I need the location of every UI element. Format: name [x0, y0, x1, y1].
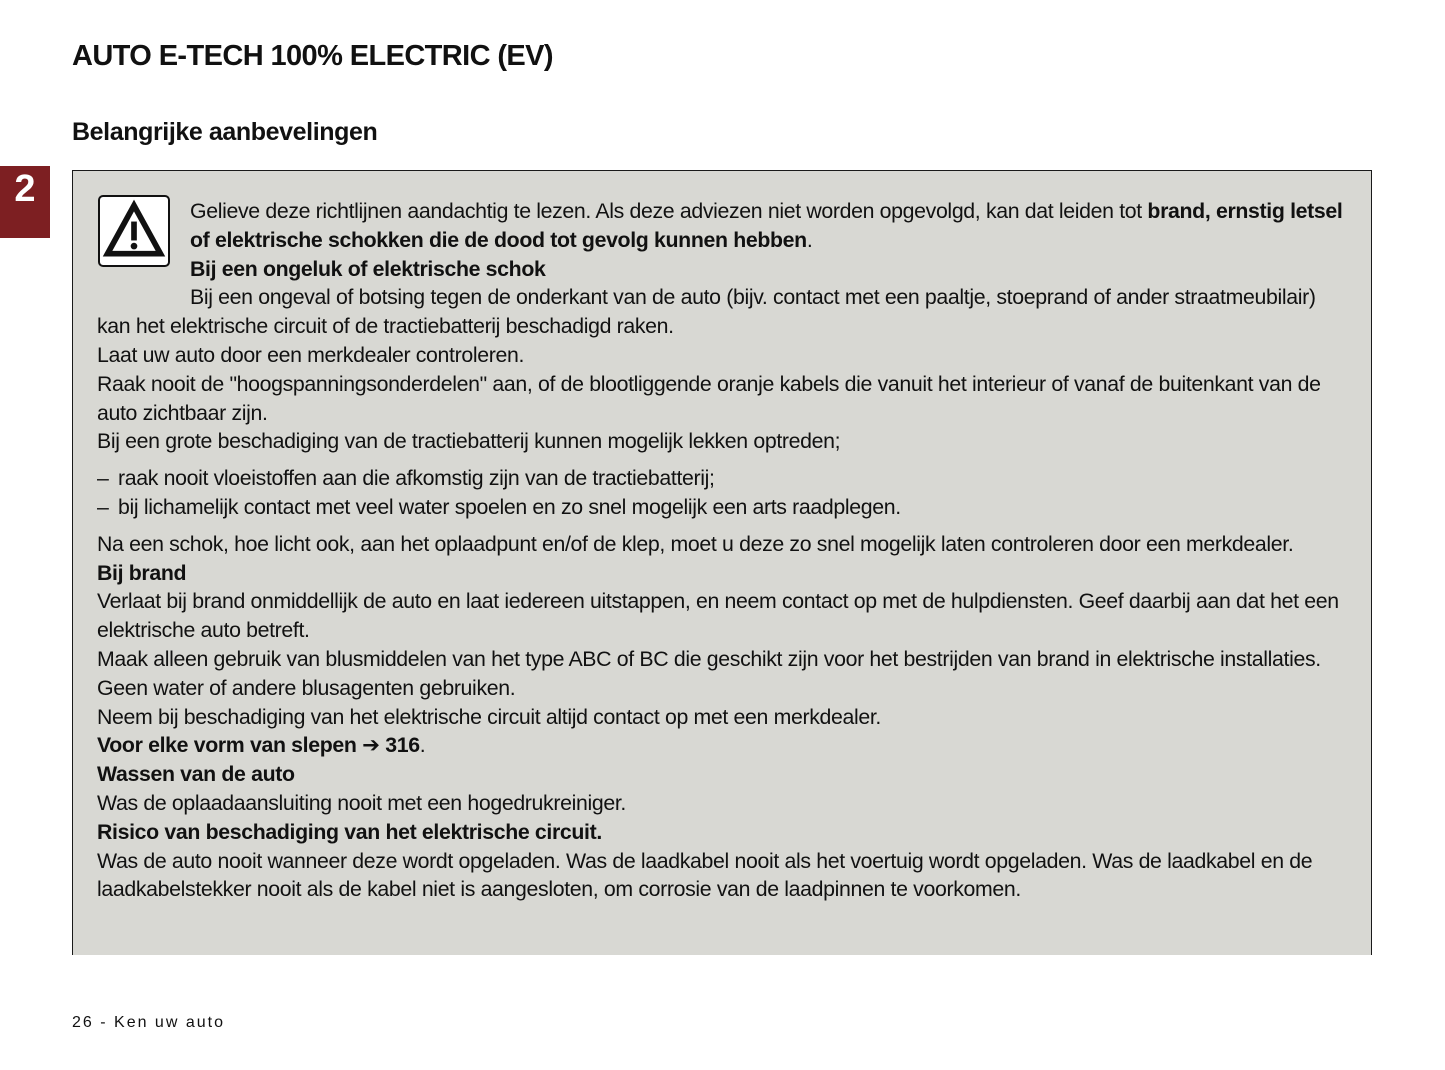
washing-text: Was de oplaadaansluiting nooit met een hogedrukreiniger.: [97, 790, 626, 815]
washing-heading: Wassen van de auto: [97, 762, 295, 787]
fire-text-1: Verlaat bij brand onmiddellijk de auto en laat iedereen uitstappen, en neem contact op met de hulpdiensten. Geef daarbij aan dat het een elektrische auto betreft.: [97, 589, 1339, 643]
towing-end: .: [419, 733, 426, 758]
accident-heading: Bij een ongeluk of elektrische schok: [190, 256, 546, 281]
warning-content: [97, 197, 1347, 904]
fire-text-2: Maak alleen gebruik van blusmiddelen van het type ABC of BC die geschikt zijn voor het bestrijden van brand in elektrische installaties. Geen water of andere blusagenten gebruiken.: [97, 646, 1321, 700]
fire-text-3: Neem bij beschadiging van het elektrische circuit altijd contact op met een merkdealer.: [97, 704, 881, 729]
arrow-right-icon: ➔: [362, 733, 380, 758]
intro-bold-text: brand, ernstig letsel of elektrische schokken die de dood tot gevolg kunnen hebben: [190, 199, 1343, 252]
bullet-item: – raak nooit vloeistoffen aan die afkomstig zijn van de tractiebatterij;: [97, 464, 1347, 493]
accident-text-2: Laat uw auto door een merkdealer controleren.: [97, 342, 525, 367]
after-shock-text: Na een schok, hoe licht ook, aan het oplaadpunt en/of de klep, moet u deze zo snel mogelijk laten controleren door een merkdealer.: [97, 531, 1294, 556]
intro-end: .: [806, 227, 813, 252]
warning-box: [72, 170, 1372, 955]
chapter-number: 2: [14, 168, 36, 210]
accident-text-1: Bij een ongeval of botsing tegen de onderkant van de auto (bijv. contact met een paaltje, stoeprand of ander straatmeubilair) kan het elektrische circuit of de tractiebatterij beschadigd raken.: [97, 285, 1316, 339]
intro-paragraph: [97, 197, 1347, 255]
page-title: AUTO E-TECH 100% ELECTRIC (EV): [72, 40, 553, 72]
fire-heading: Bij brand: [97, 560, 187, 585]
bullet-item: – bij lichamelijk contact met veel water spoelen en zo snel mogelijk een arts raadplegen.: [97, 493, 1347, 522]
towing-paragraph: [97, 731, 1347, 760]
chapter-tab: [0, 166, 50, 238]
section-title: Belangrijke aanbevelingen: [72, 118, 378, 146]
accident-text-4: Bij een grote beschadiging van de tractiebatterij kunnen mogelijk lekken optreden;: [97, 429, 841, 454]
towing-text: Voor elke vorm van slepen: [97, 733, 357, 758]
page-footer: 26 - Ken uw auto: [72, 1014, 225, 1031]
intro-text: Gelieve deze richtlijnen aandachtig te lezen. Als deze adviezen niet worden opgevolgd, kan dat leiden tot: [190, 199, 1148, 223]
towing-page-link[interactable]: 316: [385, 733, 420, 758]
risk-heading: Risico van beschadiging van het elektrische circuit.: [97, 819, 602, 844]
accident-text-3: Raak nooit de "hoogspanningsonderdelen" aan, of de blootliggende oranje kabels die vanuit het interieur of vanaf de buitenkant van de auto zichtbaar zijn.: [97, 371, 1321, 425]
risk-text: Was de auto nooit wanneer deze wordt opgeladen. Was de laadkabel nooit als het voertuig wordt opgeladen. Was de laadkabel en de laadkabelstekker nooit als de kabel niet is aangesloten, om corrosie van de laadpinnen te voorkomen.: [97, 848, 1313, 902]
